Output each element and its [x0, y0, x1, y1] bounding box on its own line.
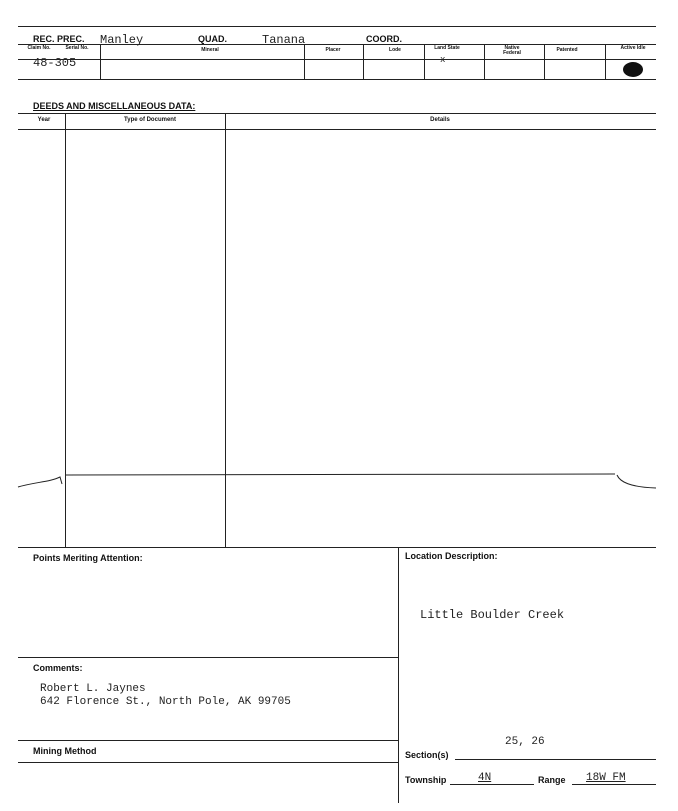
mining-method-rule	[18, 762, 398, 763]
active-idle-mark	[623, 62, 643, 77]
location-description-label: Location Description:	[405, 551, 498, 561]
township-label: Township	[405, 775, 447, 785]
claim-divider-3	[363, 44, 364, 79]
range-label: Range	[538, 775, 566, 785]
col-year: Year	[37, 117, 51, 123]
comments-bottom-rule	[18, 740, 398, 741]
claim-divider-1	[100, 44, 101, 79]
comments-line-1: Robert L. Jaynes	[40, 683, 146, 695]
col-active-idle: Active Idle	[620, 45, 646, 51]
points-bottom-rule	[18, 657, 398, 658]
col-claim-no: Claim No.	[27, 45, 51, 51]
col-land-state: Land State	[434, 45, 460, 51]
quad-label: QUAD.	[198, 34, 227, 44]
comments-label: Comments:	[33, 663, 83, 673]
claim-divider-4	[424, 44, 425, 79]
points-meriting-attention-label: Points Meriting Attention:	[33, 553, 143, 563]
top-rule	[18, 26, 656, 27]
section-label: Section(s)	[405, 750, 449, 760]
deeds-bottom-rule	[18, 547, 656, 548]
coord-label: COORD.	[366, 34, 402, 44]
col-placer: Placer	[325, 47, 341, 53]
rec-prec-label: REC. PREC.	[33, 34, 85, 44]
claim-divider-2	[304, 44, 305, 79]
deeds-title: DEEDS AND MISCELLANEOUS DATA:	[33, 101, 196, 111]
section-underline	[455, 759, 656, 760]
col-mineral: Mineral	[201, 47, 219, 53]
claim-bottom-rule	[18, 79, 656, 80]
claim-divider-6	[544, 44, 545, 79]
col-type-of-document: Type of Document	[124, 117, 176, 123]
comments-line-2: 642 Florence St., North Pole, AK 99705	[40, 696, 291, 708]
township-value: 4N	[478, 772, 492, 784]
claim-header-rule	[18, 59, 656, 60]
claim-divider-7	[605, 44, 606, 79]
col-patented: Patented	[556, 47, 578, 53]
mining-method-label: Mining Method	[33, 746, 97, 756]
col-details: Details	[430, 117, 450, 123]
header-rule	[18, 44, 656, 45]
rec-prec-value: Manley	[100, 33, 144, 47]
range-value: 18W FM	[586, 772, 626, 784]
col-lode: Lode	[389, 47, 401, 53]
bottom-divider	[398, 547, 399, 803]
claim-divider-5	[484, 44, 485, 79]
land-state-mark: x	[440, 55, 446, 65]
section-value: 25, 26	[505, 736, 545, 748]
range-underline	[572, 784, 656, 785]
col-serial-no: Serial No.	[65, 45, 89, 51]
claim-no-value: 48-305	[33, 56, 77, 70]
location-description-value: Little Boulder Creek	[420, 608, 565, 622]
quad-value: Tanana	[262, 33, 306, 47]
deeds-header-rule	[18, 129, 656, 130]
page-fold	[0, 460, 678, 500]
township-underline	[450, 784, 534, 785]
col-native-federal: Native Federal	[503, 45, 521, 56]
deeds-top-rule	[18, 113, 656, 114]
